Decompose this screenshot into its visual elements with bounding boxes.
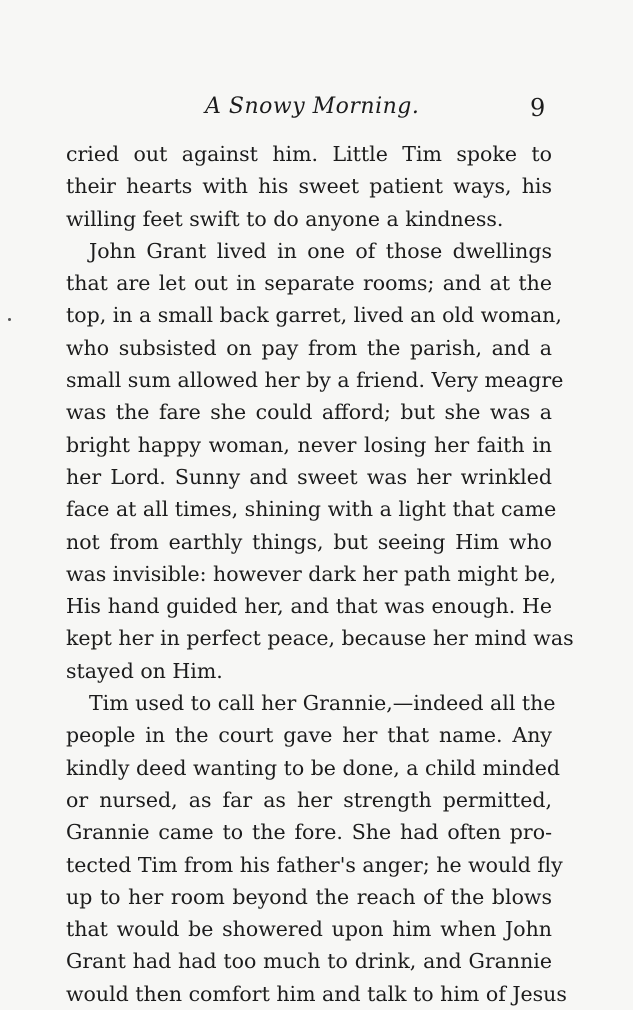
text-line: kindly deed wanting to be done, a child minded: [66, 755, 561, 780]
text-line: bright happy woman, never losing her faith in: [66, 432, 552, 457]
text-line: Grannie came to the fore. She had often pro-: [66, 820, 552, 845]
text-line: people in the court gave her that name. Any: [66, 723, 552, 748]
text-line: cried out against him. Little Tim spoke to: [66, 142, 552, 166]
text-line: or nursed, as far as her strength permitted,: [66, 787, 552, 812]
text-line: small sum allowed her by a friend. Very meagre: [66, 368, 564, 393]
text-line: who subsisted on pay from the parish, and a: [66, 335, 552, 360]
text-line: kept her in perfect peace, because her mind was: [66, 626, 574, 651]
text-line: their hearts with his sweet patient ways, his: [66, 174, 552, 199]
text-line: that would be showered upon him when John: [66, 917, 552, 942]
text-line: tected Tim from his father's anger; he would fly: [66, 852, 563, 877]
body-text: [66, 138, 574, 1010]
text-line: that are let out in separate rooms; and at the: [66, 271, 552, 296]
text-line: stayed on Him.: [66, 658, 223, 683]
text-line: Grant had had too much to drink, and Grannie: [66, 949, 552, 974]
text-line: her Lord. Sunny and sweet was her wrinkled: [66, 464, 552, 489]
text-line: was invisible: however dark her path might be,: [66, 561, 557, 586]
text-line: top, in a small back garret, lived an old woman,: [66, 303, 562, 328]
page-number: 9: [530, 94, 546, 122]
text-line: John Grant lived in one of those dwellings: [89, 238, 552, 263]
text-line: Tim used to call her Grannie,—indeed all the: [89, 691, 556, 716]
paper-speck: [8, 318, 11, 321]
text-line: not from earthly things, but seeing Him who: [66, 529, 552, 554]
page-header: [0, 94, 633, 124]
text-line: His hand guided her, and that was enough. He: [66, 594, 552, 619]
running-title: A Snowy Morning.: [205, 94, 420, 119]
text-line: up to her room beyond the reach of the blows: [66, 884, 552, 909]
text-line: face at all times, shining with a light that came: [66, 497, 557, 522]
text-line: was the fare she could afford; but she was a: [66, 400, 552, 425]
text-line: would then comfort him and talk to him of Jesus: [66, 981, 567, 1006]
text-line: willing feet swift to do anyone a kindness.: [66, 206, 504, 231]
